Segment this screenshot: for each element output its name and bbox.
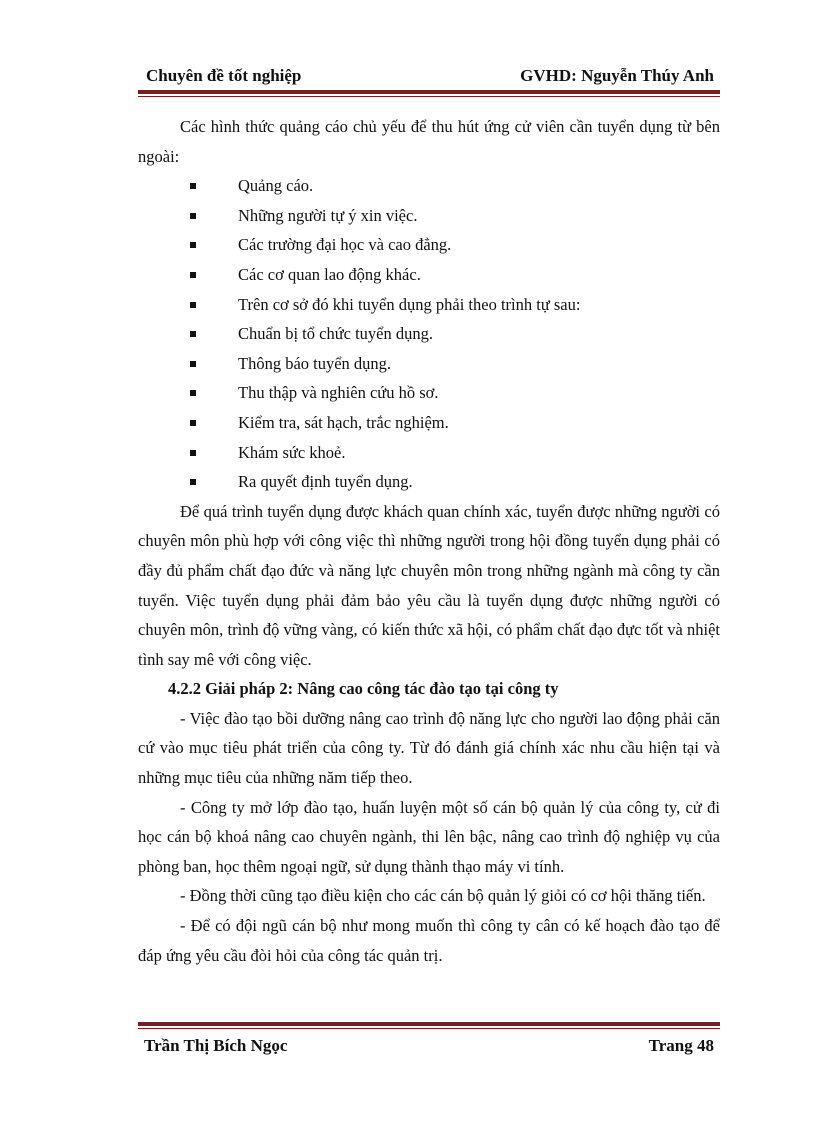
header-title: Chuyên đề tốt nghiệp xyxy=(146,66,302,85)
list-item: Các cơ quan lao động khác. xyxy=(138,260,720,290)
list-item: Quảng cáo. xyxy=(138,171,720,201)
page-number: Trang 48 xyxy=(648,1036,714,1055)
section-heading: 4.2.2 Giải pháp 2: Nâng cao công tác đào tạo tại công ty xyxy=(168,679,559,699)
list-item: Kiểm tra, sát hạch, trắc nghiệm. xyxy=(138,408,720,438)
square-bullet-icon xyxy=(190,183,196,189)
page-header xyxy=(138,66,720,90)
training-paragraph-4: - Để có đội ngũ cán bộ như mong muốn thì công ty cân có kế hoạch đào tạo để đáp ứng yêu cầu đòi hỏi của công tác quản trị. xyxy=(138,916,720,965)
training-paragraph-2: - Công ty mở lớp đào tạo, huấn luyện một số cán bộ quản lý của công ty, cử đi học cán bộ khoá nâng cao chuyên ngành, thi lên bậc, nâng cao trình độ nghiệp vụ của phòng ban, học thêm ngoại ngữ, sử dụng thành thạo máy vi tính. xyxy=(138,797,720,876)
page-footer xyxy=(138,1036,720,1060)
square-bullet-icon xyxy=(190,450,196,456)
list-item: Khám sức khoẻ. xyxy=(138,438,720,468)
footer-rule xyxy=(138,1022,720,1026)
square-bullet-icon xyxy=(190,272,196,278)
list-item: Các trường đại học và cao đẳng. xyxy=(138,230,720,260)
intro-paragraph: Các hình thức quảng cáo chủ yếu để thu hút ứng cử viên cần tuyển dụng từ bên ngoài: xyxy=(138,117,720,166)
footer-author: Trần Thị Bích Ngọc xyxy=(144,1036,288,1055)
square-bullet-icon xyxy=(190,242,196,248)
footer-rule-thin xyxy=(138,1028,720,1029)
recruitment-paragraph: Để quá trình tuyển dụng được khách quan chính xác, tuyển được những người có chuyên môn phù hợp với công việc thì những người trong hội đồng tuyển dụng phải có đầy đủ phẩm chất đạo đức và năng lực chuyên môn trong những ngành mà công ty cần tuyển. Việc tuyển dụng phải đảm bảo yêu cầu là tuyển dụng được những người có chuyên môn, trình độ vững vàng, có kiến thức xã hội, có phẩm chất đạo đực tốt và nhiệt tình say mê với công việc. xyxy=(138,501,720,669)
training-paragraph-1: - Việc đào tạo bồi dưỡng nâng cao trình độ năng lực cho người lao động phải căn cứ vào mục tiêu phát triển của công ty. Từ đó đánh giá chính xác nhu cầu hiện tại và những mục tiêu của những năm tiếp theo. xyxy=(138,708,720,788)
list-item: Ra quyết định tuyển dụng. xyxy=(138,467,720,497)
header-advisor: GVHD: Nguyễn Thúy Anh xyxy=(520,66,714,85)
list-item: Trên cơ sở đó khi tuyển dụng phải theo trình tự sau: xyxy=(138,290,720,320)
training-paragraph-3: - Đồng thời cũng tạo điều kiện cho các cán bộ quản lý giỏi có cơ hội thăng tiến. xyxy=(180,886,706,906)
square-bullet-icon xyxy=(190,479,196,485)
recruitment-list xyxy=(138,171,720,497)
square-bullet-icon xyxy=(190,331,196,337)
page-body xyxy=(138,112,720,970)
square-bullet-icon xyxy=(190,213,196,219)
header-rule-thin xyxy=(138,96,720,97)
square-bullet-icon xyxy=(190,420,196,426)
list-item: Thông báo tuyển dụng. xyxy=(138,349,720,379)
square-bullet-icon xyxy=(190,361,196,367)
square-bullet-icon xyxy=(190,390,196,396)
list-item: Chuẩn bị tổ chức tuyển dụng. xyxy=(138,319,720,349)
square-bullet-icon xyxy=(190,302,196,308)
list-item: Những người tự ý xin việc. xyxy=(138,201,720,231)
list-item: Thu thập và nghiên cứu hồ sơ. xyxy=(138,378,720,408)
header-rule xyxy=(138,90,720,94)
